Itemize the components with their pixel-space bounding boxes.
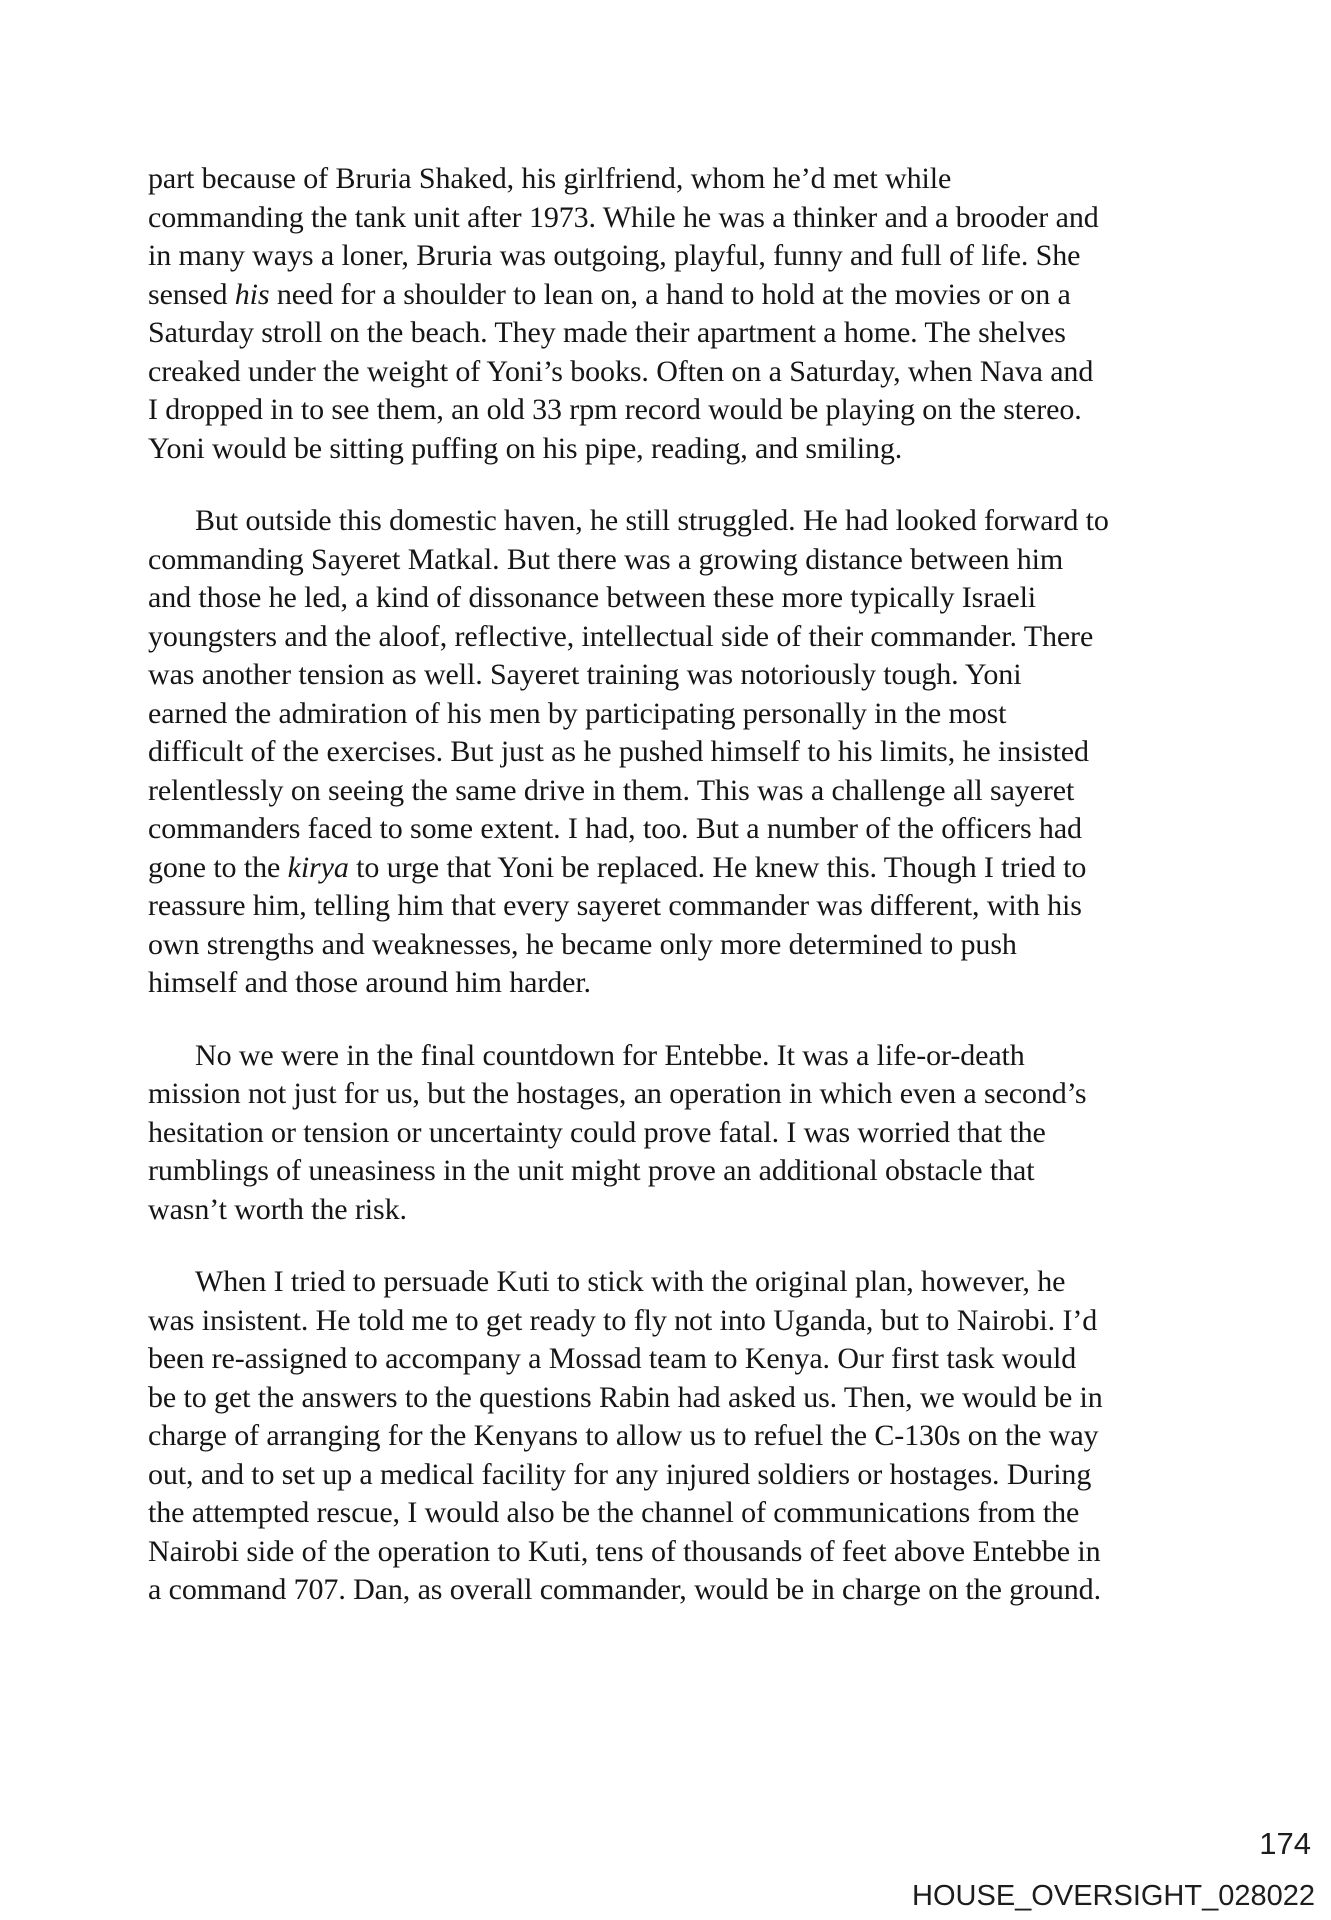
page-number: 174 xyxy=(1259,1826,1311,1861)
text-segment: the attempted rescue, I would also be the channel of communications from the xyxy=(148,1496,1080,1529)
text-line xyxy=(148,656,1258,695)
text-segment: reassure him, telling him that every sayeret commander was different, with his xyxy=(148,889,1082,922)
text-segment: sensed xyxy=(148,277,235,311)
text-line xyxy=(148,541,1258,580)
text-line xyxy=(148,1340,1258,1379)
text-line xyxy=(148,1533,1258,1572)
paragraph xyxy=(148,160,1258,468)
text-segment: I dropped in to see them, an old 33 rpm record would be playing on the stereo. xyxy=(148,393,1082,426)
text-line xyxy=(148,579,1258,618)
text-segment: creaked under the weight of Yoni’s books. Often on a Saturday, when Nava and xyxy=(148,354,1094,388)
text-segment: been re-assigned to accompany a Mossad team to Kenya. Our first task would xyxy=(148,1342,1077,1375)
text-line xyxy=(148,618,1258,657)
text-line xyxy=(148,314,1258,353)
text-line xyxy=(148,430,1258,469)
text-segment: part because of Bruria Shaked, his girlfriend, whom he’d met while xyxy=(148,162,952,195)
text-segment: a command 707. Dan, as overall commander, would be in charge on the ground. xyxy=(148,1573,1101,1606)
bates-stamp: HOUSE_OVERSIGHT_028022 xyxy=(912,1880,1315,1912)
text-segment: in many ways a loner, Bruria was outgoing, playful, funny and full of life. She xyxy=(148,239,1081,272)
text-segment: rumblings of uneasiness in the unit might prove an additional obstacle that xyxy=(148,1154,1035,1187)
text-line xyxy=(148,353,1258,392)
text-segment: But outside this domestic haven, he still struggled. He had looked forward to xyxy=(195,504,1109,537)
text-line xyxy=(148,1152,1258,1191)
text-line xyxy=(148,199,1258,238)
text-line xyxy=(148,1302,1258,1341)
text-segment: hesitation or tension or uncertainty could prove fatal. I was worried that the xyxy=(148,1115,1046,1149)
text-segment: himself and those around him harder. xyxy=(148,966,591,999)
text-line xyxy=(148,1191,1258,1230)
text-line xyxy=(148,237,1258,276)
text-segment: to urge that Yoni be replaced. He knew this. Though I tried to xyxy=(348,850,1087,884)
text-segment: was insistent. He told me to get ready to fly not into Uganda, but to Nairobi. I’d xyxy=(148,1303,1098,1337)
text-segment: When I tried to persuade Kuti to stick with the original plan, however, he xyxy=(195,1265,1066,1298)
text-segment: difficult of the exercises. But just as he pushed himself to his limits, he insisted xyxy=(148,735,1089,768)
text-line xyxy=(148,772,1258,811)
text-segment: and those he led, a kind of dissonance between these more typically Israeli xyxy=(148,581,1037,614)
text-segment: charge of arranging for the Kenyans to allow us to refuel the C-130s on the way xyxy=(148,1419,1099,1452)
text-line xyxy=(148,1263,1258,1302)
text-line xyxy=(148,1456,1258,1495)
text-line xyxy=(148,926,1258,965)
text-line xyxy=(148,1379,1258,1418)
italic-text: kirya xyxy=(287,850,349,884)
text-segment: Nairobi side of the operation to Kuti, tens of thousands of feet above Entebbe in xyxy=(148,1534,1101,1568)
text-segment: be to get the answers to the questions Rabin had asked us. Then, we would be in xyxy=(148,1380,1103,1414)
body-text xyxy=(148,160,1258,1610)
text-line xyxy=(148,810,1258,849)
text-segment: commanding Sayeret Matkal. But there was a growing distance between him xyxy=(148,542,1064,576)
text-segment: Yoni would be sitting puffing on his pipe, reading, and smiling. xyxy=(148,431,903,465)
italic-text: his xyxy=(234,277,270,311)
text-line xyxy=(148,160,1258,199)
text-segment: wasn’t worth the risk. xyxy=(148,1192,407,1226)
paragraph xyxy=(148,1263,1258,1610)
text-line xyxy=(148,1114,1258,1153)
text-line xyxy=(148,733,1258,772)
text-segment: own strengths and weaknesses, he became only more determined to push xyxy=(148,927,1017,961)
text-line xyxy=(148,887,1258,926)
text-segment: was another tension as well. Sayeret training was notoriously tough. Yoni xyxy=(148,658,1022,691)
paragraph xyxy=(148,1037,1258,1230)
text-line xyxy=(148,276,1258,315)
text-segment: gone to the xyxy=(148,850,288,884)
text-line xyxy=(148,391,1258,430)
text-segment: out, and to set up a medical facility for any injured soldiers or hostages. During xyxy=(148,1457,1092,1491)
text-line xyxy=(148,502,1258,541)
text-line xyxy=(148,1037,1258,1076)
text-segment: mission not just for us, but the hostages, an operation in which even a second’s xyxy=(148,1077,1087,1110)
text-segment: earned the admiration of his men by participating personally in the most xyxy=(148,696,1007,730)
text-segment: Saturday stroll on the beach. They made their apartment a home. The shelves xyxy=(148,316,1066,349)
text-line xyxy=(148,849,1258,888)
text-segment: No we were in the final countdown for Entebbe. It was a life-or-death xyxy=(195,1038,1025,1072)
text-line xyxy=(148,1075,1258,1114)
text-line xyxy=(148,1494,1258,1533)
text-line xyxy=(148,964,1258,1003)
text-line xyxy=(148,1417,1258,1456)
text-segment: youngsters and the aloof, reflective, intellectual side of their commander. There xyxy=(148,619,1094,653)
text-segment: commanders faced to some extent. I had, too. But a number of the officers had xyxy=(148,812,1082,845)
paragraph xyxy=(148,502,1258,1003)
text-segment: commanding the tank unit after 1973. While he was a thinker and a brooder and xyxy=(148,200,1099,234)
text-line xyxy=(148,695,1258,734)
text-segment: need for a shoulder to lean on, a hand to hold at the movies or on a xyxy=(269,277,1071,311)
text-segment: relentlessly on seeing the same drive in them. This was a challenge all sayeret xyxy=(148,773,1075,807)
text-line xyxy=(148,1571,1258,1610)
